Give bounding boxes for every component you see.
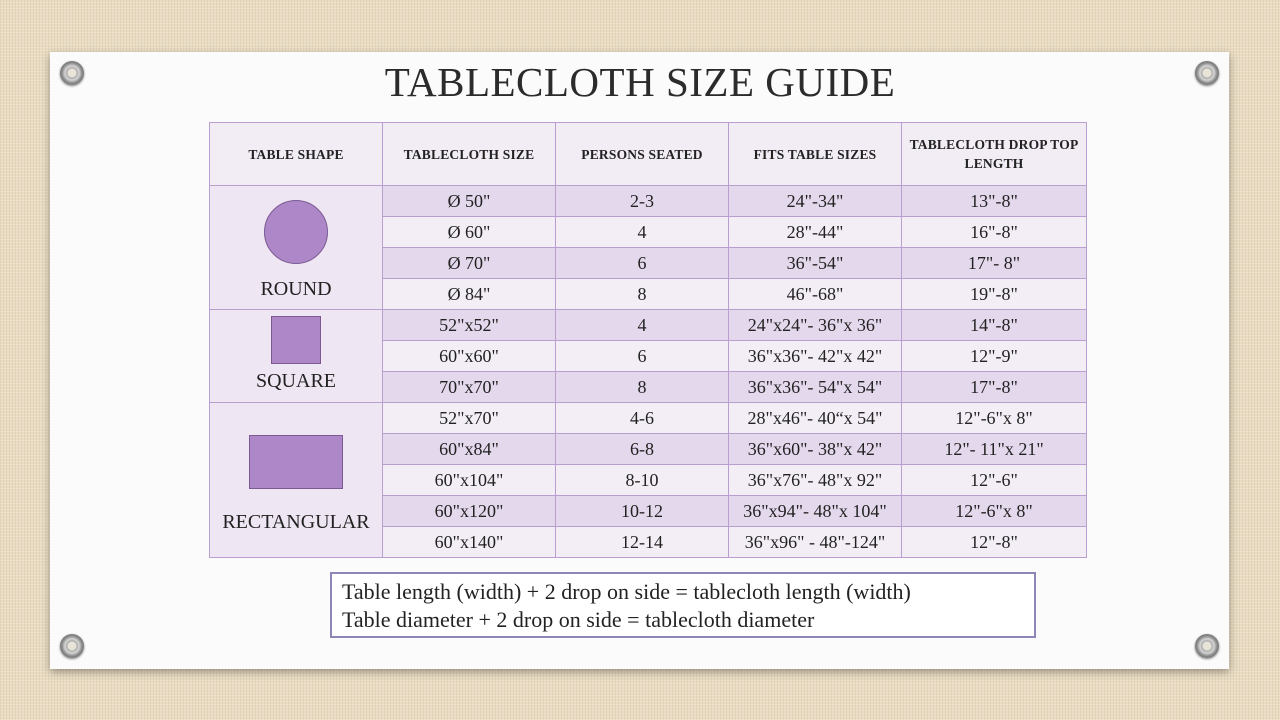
cell-size: Ø 84" (383, 279, 556, 310)
cell-fits: 36"x36"- 42"x 42" (729, 341, 902, 372)
cell-persons: 4 (556, 310, 729, 341)
header-tablecloth-size: TABLECLOTH SIZE (383, 123, 556, 186)
note-line: Table length (width) + 2 drop on side = tablecloth length (width) (342, 579, 911, 604)
cell-persons: 6-8 (556, 434, 729, 465)
cell-persons: 8 (556, 279, 729, 310)
cell-drop: 12"-8" (902, 527, 1087, 558)
table-row (210, 310, 1087, 341)
header-table-shape: TABLE SHAPE (210, 123, 383, 186)
cell-size: 52"x70" (383, 403, 556, 434)
cell-size: 60"x60" (383, 341, 556, 372)
cell-fits: 24"-34" (729, 186, 902, 217)
cell-drop: 12"-6"x 8" (902, 496, 1087, 527)
table-row (210, 186, 1087, 217)
table-row (210, 403, 1087, 434)
cell-fits: 24"x24"- 36"x 36" (729, 310, 902, 341)
cell-drop: 13"-8" (902, 186, 1087, 217)
cell-persons: 8 (556, 372, 729, 403)
cell-drop: 12"-6"x 8" (902, 403, 1087, 434)
circle-icon (264, 200, 328, 264)
cell-persons: 6 (556, 341, 729, 372)
cell-size: 60"x104" (383, 465, 556, 496)
cell-fits: 46"-68" (729, 279, 902, 310)
shape-label: RECTANGULAR (222, 511, 370, 533)
cell-drop: 12"-6" (902, 465, 1087, 496)
cell-drop: 17"-8" (902, 372, 1087, 403)
square-icon (271, 316, 321, 364)
cell-persons: 8-10 (556, 465, 729, 496)
cell-fits: 36"x76"- 48"x 92" (729, 465, 902, 496)
shape-cell-square (210, 310, 383, 403)
cell-drop: 12"-9" (902, 341, 1087, 372)
cell-persons: 2-3 (556, 186, 729, 217)
cell-size: 60"x140" (383, 527, 556, 558)
cell-drop: 14"-8" (902, 310, 1087, 341)
cell-persons: 4 (556, 217, 729, 248)
cell-persons: 12-14 (556, 527, 729, 558)
cell-size: Ø 60" (383, 217, 556, 248)
cell-persons: 4-6 (556, 403, 729, 434)
cell-drop: 12"- 11"x 21" (902, 434, 1087, 465)
cell-persons: 6 (556, 248, 729, 279)
grommet-icon (60, 634, 84, 658)
header-row (210, 123, 1087, 186)
cell-fits: 36"x96" - 48"-124" (729, 527, 902, 558)
shape-label: ROUND (260, 278, 332, 300)
cell-size: 70"x70" (383, 372, 556, 403)
shape-label: SQUARE (255, 370, 336, 392)
size-guide-table (209, 122, 1087, 558)
header-fits-table-sizes: FITS TABLE SIZES (729, 123, 902, 186)
cell-size: 52"x52" (383, 310, 556, 341)
note-line: Table diameter + 2 drop on side = tablecloth diameter (342, 607, 815, 632)
cell-fits: 28"x46"- 40“x 54" (729, 403, 902, 434)
cell-drop: 17"- 8" (902, 248, 1087, 279)
cell-fits: 36"-54" (729, 248, 902, 279)
grommet-icon (1195, 634, 1219, 658)
cell-size: 60"x120" (383, 496, 556, 527)
cell-size: Ø 70" (383, 248, 556, 279)
cell-fits: 36"x36"- 54"x 54" (729, 372, 902, 403)
shape-cell-rectangular (210, 403, 383, 558)
rectangle-icon (249, 435, 343, 489)
cell-fits: 36"x60"- 38"x 42" (729, 434, 902, 465)
formula-note (330, 572, 1036, 638)
cell-fits: 36"x94"- 48"x 104" (729, 496, 902, 527)
cell-drop: 16"-8" (902, 217, 1087, 248)
cell-size: 60"x84" (383, 434, 556, 465)
shape-cell-round (210, 186, 383, 310)
page-title: TABLECLOTH SIZE GUIDE (384, 59, 896, 105)
cell-size: Ø 50" (383, 186, 556, 217)
header-persons-seated: PERSONS SEATED (556, 123, 729, 186)
cell-fits: 28"-44" (729, 217, 902, 248)
header-drop-length: TABLECLOTH DROP TOP LENGTH (902, 123, 1087, 186)
cell-persons: 10-12 (556, 496, 729, 527)
cell-drop: 19"-8" (902, 279, 1087, 310)
